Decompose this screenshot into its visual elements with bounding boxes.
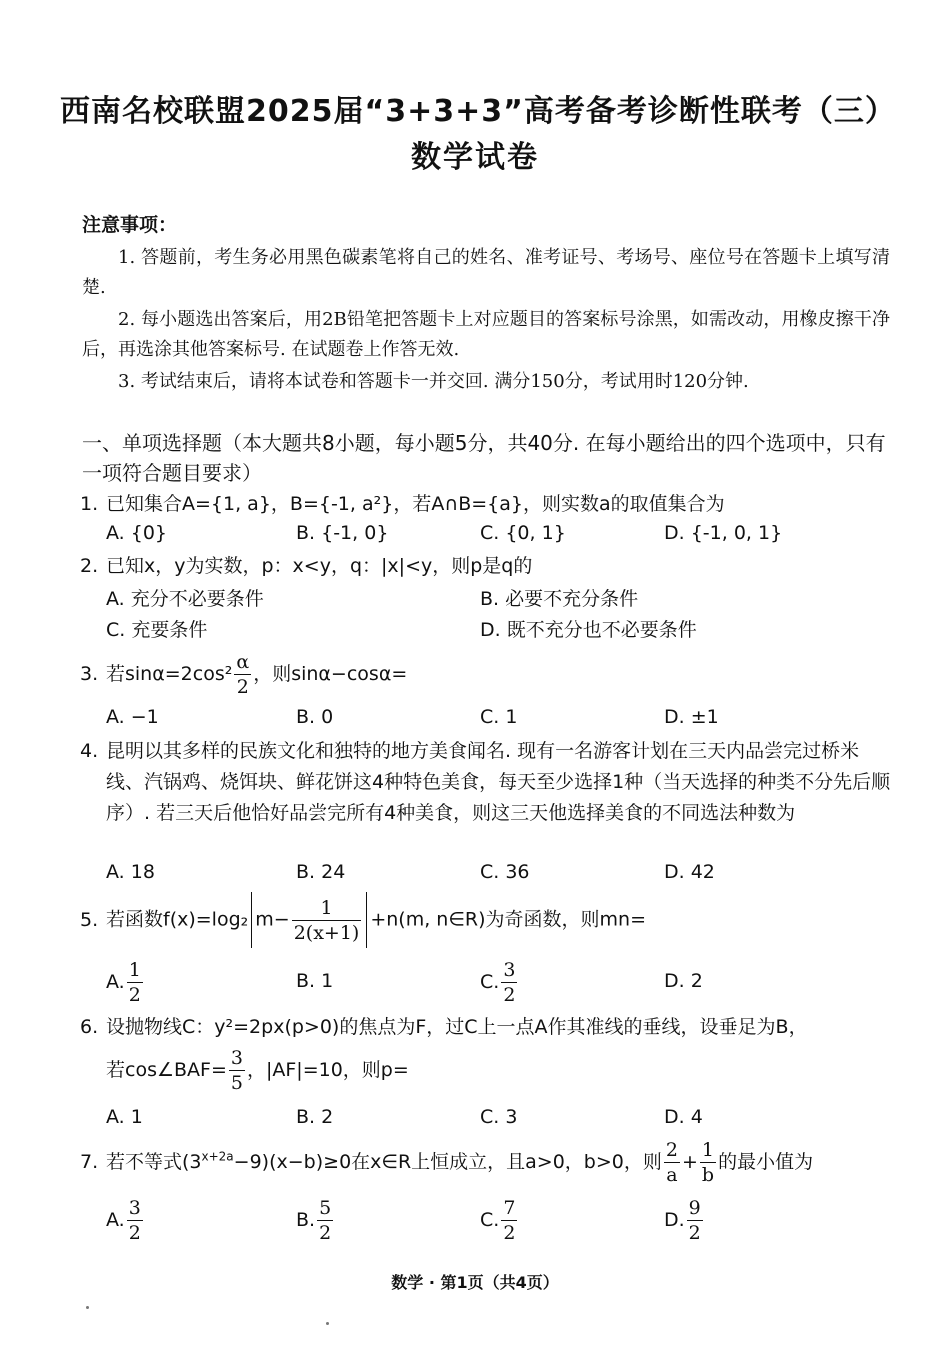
q1-option-d: D. {-1, 0, 1} xyxy=(664,522,783,544)
fraction-denominator: 2 xyxy=(688,1222,701,1244)
question-3 xyxy=(80,650,895,699)
question-stem: 已知集合A={1, a}，B={-1, a²}，若A∩B={a}，则实数a的取值集合为 xyxy=(106,493,725,515)
question-stem-pre: 若函数f(x)=log₂ xyxy=(106,908,249,931)
question-stem-post: ，|AF|=10，则p= xyxy=(246,1059,409,1081)
q3-option-d: D. ±1 xyxy=(664,706,719,728)
option-label: D. xyxy=(664,1209,685,1231)
fraction-denominator: 2 xyxy=(503,1222,516,1244)
fraction-numerator: 9 xyxy=(688,1197,701,1219)
fraction-numerator: 5 xyxy=(319,1197,332,1219)
notice-item-1: 1. 答题前，考生务必用黑色碳素笔将自己的姓名、准考证号、考场号、座位号在答题卡上填写清楚. xyxy=(82,247,890,298)
fraction-denominator: 2 xyxy=(128,984,141,1006)
q7-option-d xyxy=(664,1196,705,1245)
scan-speck xyxy=(86,1306,89,1309)
question-stem-mid: −9)(x−b)≥0在x∈R上恒成立，且a>0，b>0，则 xyxy=(233,1151,662,1173)
fraction-numerator: α xyxy=(236,651,250,673)
fraction xyxy=(664,1138,680,1187)
question-stem-post: 的最小值为 xyxy=(718,1151,814,1173)
question-stem-pre: 若不等式(3 xyxy=(106,1151,202,1173)
q3-option-c: C. 1 xyxy=(480,706,518,728)
abs-bar-right xyxy=(366,892,367,948)
fraction xyxy=(700,1138,716,1187)
option-label: D. 2 xyxy=(664,970,703,992)
fraction xyxy=(127,958,143,1007)
scan-speck xyxy=(326,1322,329,1325)
q4-option-d: D. 42 xyxy=(664,861,715,883)
fraction xyxy=(234,650,251,699)
abs-inner-pre: m− xyxy=(255,908,290,931)
q7-option-a xyxy=(106,1196,145,1245)
fraction-numerator: 3 xyxy=(230,1047,243,1069)
exam-title: 西南名校联盟2025届“3+3+3”高考备考诊断性联考（三） xyxy=(60,94,896,129)
q4-option-a: A. 18 xyxy=(106,861,155,883)
option-label: B. xyxy=(296,1209,316,1231)
fraction-numerator: 2 xyxy=(665,1139,678,1161)
q7-option-b xyxy=(296,1196,335,1245)
question-number: 2. xyxy=(80,555,99,577)
option-label: B. 1 xyxy=(296,970,334,992)
question-stem: 昆明以其多样的民族文化和独特的地方美食闻名. 现有一名游客计划在三天内品尝完过桥米线、汽锅鸡、烧饵块、鲜花饼这4种特色美食，每天至少选择1种（当天选择的种类不分先后顺序）. 若三天后他恰好品尝完所有4种美食，则这三天他选择美食的不同选法种数为 xyxy=(106,740,891,824)
fraction-denominator: 2 xyxy=(503,984,516,1006)
fraction xyxy=(501,958,517,1007)
fraction-numerator: 1 xyxy=(700,1138,716,1163)
fraction-denominator: 2 xyxy=(128,1222,141,1244)
q5-option-b xyxy=(296,970,333,992)
notice-item-2: 2. 每小题选出答案后，用2B铅笔把答题卡上对应题目的答案标号涂黑，如需改动，用橡皮擦干净后，再选涂其他答案标号. 在试题卷上作答无效. xyxy=(82,309,890,360)
q1-option-a: A. {0} xyxy=(106,522,168,544)
q1-option-c: C. {0, 1} xyxy=(480,522,566,544)
q6-option-d: D. 4 xyxy=(664,1106,703,1128)
q5-option-c xyxy=(480,958,519,1007)
page-footer: 数学 · 第1页（共4页） xyxy=(391,1273,559,1292)
option-label: C. xyxy=(480,1209,500,1231)
question-7 xyxy=(80,1138,895,1187)
abs-bar-left xyxy=(251,892,252,948)
fraction-numerator: 7 xyxy=(503,1197,516,1219)
q2-option-d: D. 既不充分也不必要条件 xyxy=(480,619,697,641)
fraction xyxy=(687,1196,703,1245)
q6-option-a: A. 1 xyxy=(106,1106,143,1128)
q7-option-c xyxy=(480,1196,519,1245)
question-5 xyxy=(80,892,895,948)
question-1 xyxy=(80,490,895,519)
q6-option-b: B. 2 xyxy=(296,1106,334,1128)
plus-sign: + xyxy=(681,1151,698,1173)
question-stem-post: +n(m, n∈R)为奇函数，则mn= xyxy=(370,908,646,931)
notice-heading: 注意事项： xyxy=(82,214,178,236)
exponent: x+2a xyxy=(201,1149,234,1164)
fraction-denominator: 2 xyxy=(236,676,249,698)
question-stem-line1: 设抛物线C：y²=2px(p>0)的焦点为F，过C上一点A作其准线的垂线，设垂足为B， xyxy=(106,1016,808,1038)
fraction-denominator: b xyxy=(701,1164,715,1186)
question-stem-post: ，则sinα−cosα= xyxy=(253,663,408,685)
q2-option-c: C. 充要条件 xyxy=(106,619,208,641)
fraction-denominator: 2 xyxy=(319,1222,332,1244)
question-stem: 已知x，y为实数，p：x<y，q：|x|<y，则p是q的 xyxy=(106,555,533,577)
question-number: 4. xyxy=(80,740,99,762)
q3-option-b: B. 0 xyxy=(296,706,334,728)
fraction xyxy=(501,1196,517,1245)
q6-option-c: C. 3 xyxy=(480,1106,518,1128)
option-label: A. xyxy=(106,1209,125,1231)
option-label: C. xyxy=(480,971,500,993)
q3-option-a: A. −1 xyxy=(106,706,159,728)
fraction xyxy=(127,1196,143,1245)
fraction-numerator: 1 xyxy=(128,959,141,981)
question-number: 1. xyxy=(80,493,99,515)
fraction xyxy=(229,1046,245,1095)
fraction-denominator: a xyxy=(666,1164,678,1186)
question-4 xyxy=(80,736,895,829)
question-2 xyxy=(80,552,895,581)
q2-option-a: A. 充分不必要条件 xyxy=(106,588,264,610)
question-number: 6. xyxy=(80,1016,99,1038)
exam-subject-title: 数学试卷 xyxy=(411,140,539,175)
fraction-numerator: 1 xyxy=(292,896,362,921)
fraction-denominator: 2(x+1) xyxy=(293,921,360,944)
fraction xyxy=(317,1196,333,1245)
q5-option-a xyxy=(106,958,145,1007)
q5-option-d xyxy=(664,970,703,992)
section-heading: 一、单项选择题（本大题共8小题，每小题5分，共40分. 在每小题给出的四个选项中，只有一项符合题目要求） xyxy=(82,431,886,485)
q2-option-b: B. 必要不充分条件 xyxy=(480,588,639,610)
option-label: A. xyxy=(106,971,125,993)
question-number: 3. xyxy=(80,663,99,685)
fraction xyxy=(292,896,362,945)
q4-option-c: C. 36 xyxy=(480,861,530,883)
fraction-denominator: 5 xyxy=(230,1072,243,1094)
question-6 xyxy=(80,1013,895,1095)
question-stem-pre: 若cos∠BAF= xyxy=(106,1059,227,1081)
notice-item-3: 3. 考试结束后，请将本试卷和答题卡一并交回. 满分150分，考试用时120分钟. xyxy=(118,371,749,392)
question-number: 7. xyxy=(80,1151,99,1173)
q1-option-b: B. {-1, 0} xyxy=(296,522,389,544)
fraction-numerator: 3 xyxy=(503,959,516,981)
q4-option-b: B. 24 xyxy=(296,861,346,883)
question-number: 5. xyxy=(80,908,99,931)
question-stem-pre: 若sinα=2cos² xyxy=(106,663,233,685)
fraction-numerator: 3 xyxy=(128,1197,141,1219)
